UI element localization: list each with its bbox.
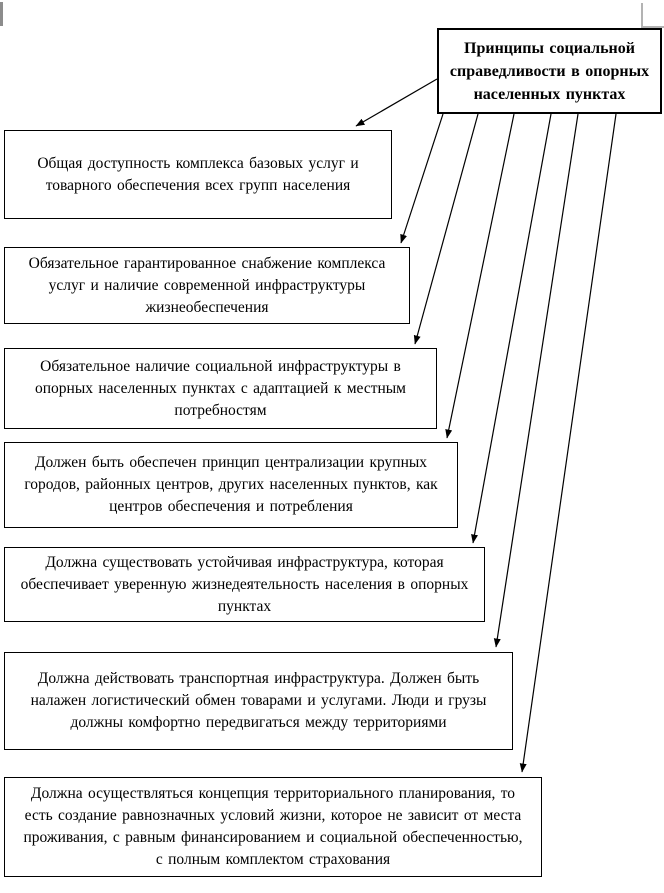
arrow-to-box-7 xyxy=(522,114,616,772)
principle-box-2 xyxy=(4,247,410,324)
arrow-to-box-4 xyxy=(447,114,514,438)
principle-box-4 xyxy=(4,442,458,528)
principle-box-7 xyxy=(4,777,542,877)
frame-corner-mark xyxy=(641,3,664,28)
principle-box-2-label: Обязательное гарантированное снабжение комплекса услуг и наличие современной инфраструктуры жизнеобеспечения xyxy=(28,254,386,316)
principle-box-1-label: Общая доступность комплекса базовых услуг и товарного обеспечения всех групп населения xyxy=(37,154,359,194)
principle-box-3 xyxy=(4,348,437,429)
arrow-to-box-6 xyxy=(496,114,578,647)
principle-box-6 xyxy=(4,652,513,750)
title-box xyxy=(437,28,662,114)
text-cursor-artifact xyxy=(0,2,3,26)
principle-box-3-label: Обязательное наличие социальной инфраструктуры в опорных населенных пунктах с адаптацией к местным потребностям xyxy=(34,357,406,419)
arrow-to-box-1 xyxy=(356,79,437,126)
principle-box-4-label: Должен быть обеспечен принцип централизации крупных городов, районных центров, других населенных пунктов, как центров обеспечения и потребления xyxy=(24,454,438,515)
principle-box-7-label: Должна осуществляться концепция территориального планирования, то есть создание равнозначных условий жизни, которое не зависит от места проживания, с равным финансированием и социальной обеспеченностью, с полным комплектом страхования xyxy=(23,785,523,868)
arrow-to-box-2 xyxy=(401,114,443,243)
principle-box-6-label: Должна действовать транспортная инфраструктура. Должен быть налажен логистический обмен товарами и услугами. Люди и грузы должны комфортно передвигаться между территориями xyxy=(30,670,487,731)
principle-box-5 xyxy=(4,547,485,622)
principle-box-5-label: Должна существовать устойчивая инфраструктура, которая обеспечивает уверенную жизнедеятельность населения в опорных пунктах xyxy=(20,553,469,615)
arrow-to-box-3 xyxy=(415,114,478,344)
principle-box-1 xyxy=(4,130,392,219)
title-box-label: Принципы социальной справедливости в опорных населенных пунктах xyxy=(449,39,650,103)
arrow-to-box-5 xyxy=(473,114,551,543)
